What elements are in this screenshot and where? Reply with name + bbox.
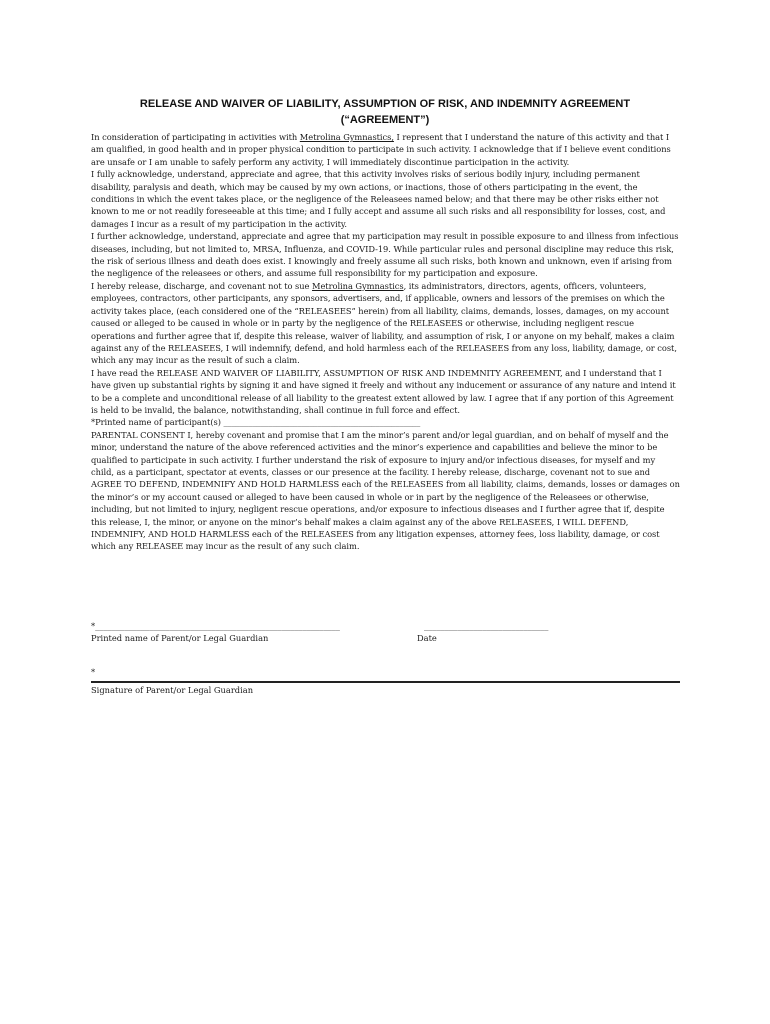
read-and-understood-paragraph: I have read the RELEASE AND WAIVER OF LIABILITY, ASSUMPTION OF RISK AND INDEMNITY AGREEMENT, and I understand that I have given up substantial rights by signing it and have signed it freely and without any inducement or assurance of any nature and intend it to be a complete and unconditional release of all liability to the greatest extent allowed by law. I agree that if any portion of this Agreement is held to be invalid, the balance, notwithstanding, shall continue in full force and effect. (91, 367, 676, 415)
title-line-1: RELEASE AND WAIVER OF LIABILITY, ASSUMPTION OF RISK, AND INDEMNITY AGREEMENT (139, 98, 631, 110)
signature-asterisk: * (91, 667, 96, 677)
risk-acknowledgement-paragraph: I fully acknowledge, understand, appreciate and agree, that this activity involves risks of serious bodily injury, including permanent disability, paralysis and death, which may be caused by my own actions, or inactions, those of others participating in the event, the conditions in which the event takes place, or the negligence of the Releasees named below; and that there may be other risks either not known to me or not readily foreseeable at this time; and I fully accept and assume all such risks and all responsibility for losses, cost, and damages I incur as a result of my participation in the activity. (91, 169, 666, 229)
title-line-2: (“AGREEMENT”) (340, 114, 430, 126)
guardian-name-label: Printed name of Parent/or Legal Guardian (91, 633, 269, 643)
date-line[interactable]: ______________________________ (424, 621, 549, 631)
parental-consent-paragraph: PARENTAL CONSENT I, hereby covenant and promise that I am the minor’s parent and/or legal guardian, and on behalf of myself and the minor, understand the nature of the above referenced activities and the minor’s experience and capabilities and believe the minor to be qualified to participate in such activity. I further understand the risk of exposure to injury and/or infectious diseases, for myself and my child, as a participant, spectator at events, classes or our presence at the facility. I hereby release, discharge, covenant not to sue and AGREE TO DEFEND, INDEMNIFY AND HOLD HARMLESS each of the RELEASEES from all liability, claims, demands, losses or damages on the minor’s or my account caused or alleged to have been caused in whole or in part by the negligence of the Releasees or otherwise, including, but not limited to injury, negligent rescue operations, and/or exposure to infectious diseases and I further agree that if, despite this release, I, the minor, or anyone on the minor’s behalf makes a claim against any of the above RELEASEES, I WILL DEFEND, INDEMNIFY, AND HOLD HARMLESS each of the RELEASEES from any litigation expenses, attorney fees, loss liability, damage, or cost which any RELEASEE may incur as the result of any such claim. (91, 429, 680, 552)
organization-name: Metrolina Gymnastics (312, 280, 404, 291)
release-paragraph: I hereby release, discharge, and covenant not to sue Metrolina Gymnastics, its administrators, directors, agents, officers, volunteers, employees, contractors, other participants, any sponsors, advertisers, and, if applicable, owners and lessors of the premises on which the activity takes place, (each considered one of the “RELEASEES” herein) from all liability, claims, demands, losses, damages, on my account caused or alleged to be caused in whole or in party by the negligence of the RELEASEES or otherwise, including negligent rescue operations and further agree that if, despite this release, waiver of liability, and assumption of risk, I or anyone on my behalf, makes a claim against any of the RELEASEES, I will indemnify, defend, and hold harmless each of the RELEASEES from any loss, liability, damage, or cost, which any may incur as the result of such a claim. (91, 280, 677, 366)
document-title (90, 96, 680, 128)
participant-name-field[interactable]: *Printed name of participant(s) ________________________________________________ (91, 417, 421, 428)
agreement-body (91, 131, 680, 553)
date-label: Date (417, 633, 437, 643)
guardian-name-line[interactable]: *___________________________________________________________ (91, 621, 340, 631)
consideration-paragraph: In consideration of participating in activities with Metrolina Gymnastics, I represent that I understand the nature of this activity and that I am qualified, in good health and in proper physical condition to participate in such activity. I acknowledge that if I believe event conditions are unsafe or I am unable to safely perform any activity, I will immediately discontinue participation in the activity. (91, 132, 671, 167)
signature-line[interactable] (91, 681, 680, 683)
organization-name: Metrolina Gymnastics, (299, 132, 394, 142)
infectious-disease-paragraph: I further acknowledge, understand, appreciate and agree that my participation may result in possible exposure to and illness from infectious diseases, including, but not limited to, MRSA, Influenza, and COVID-19. While particular rules and personal discipline may reduce this risk, the risk of serious illness and death does exist. I knowingly and freely assume all such risks, both known and unknown, even if arising from the negligence of the releasees or others, and assume full responsibility for my participation and exposure. (91, 231, 679, 279)
signature-label: Signature of Parent/or Legal Guardian (91, 685, 254, 695)
